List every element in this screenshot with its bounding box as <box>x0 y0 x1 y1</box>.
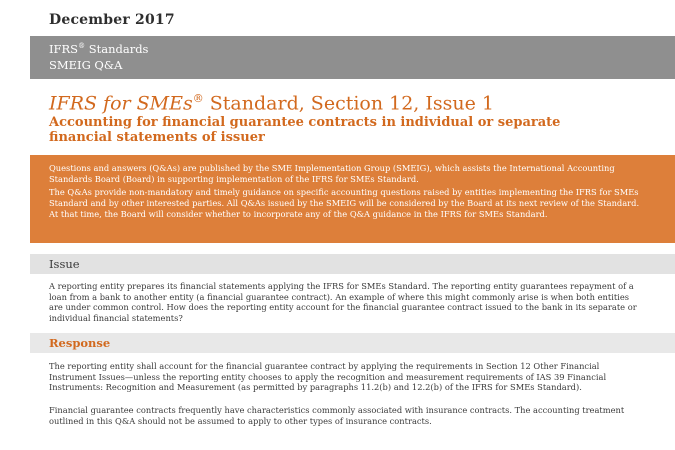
document-subtitle: Accounting for financial guarantee contracts in individual or separate financial statements of issuer <box>49 115 561 145</box>
response-paragraph-2: Financial guarantee contracts frequently have characteristics commonly associated with insurance contracts. The accounting treatment outlined in this Q&A should not be assumed to apply to other types of insurance contracts. <box>49 405 625 426</box>
standards-label: IFRS® Standards <box>49 42 149 56</box>
response-paragraph-1: The reporting entity shall account for the financial guarantee contract by applying the requirements in Section 12 Other Financial Instrument Issues—unless the reporting entity chooses to apply the recognition and measurement requirements of IAS 39 Financial Instruments: Recognition and Measurement (as permitted by paragraphs 11.2(b) and 12.2(b) of the IFRS for SMEs Standard). <box>49 361 607 392</box>
header-band <box>30 36 675 79</box>
intro-paragraph-1: Questions and answers (Q&As) are published by the SME Implementation Group (SMEIG), which assists the International Accounting Standards Board (Board) in supporting implementation of the IFRS for SMEs Standard. <box>49 163 615 184</box>
document-title: IFRS for SMEs® Standard, Section 12, Issue 1 <box>49 92 495 115</box>
issue-section-bar <box>30 254 675 274</box>
response-heading: Response <box>49 336 111 350</box>
document-date: December 2017 <box>49 12 175 28</box>
issue-heading: Issue <box>49 257 80 271</box>
response-section-bar <box>30 333 675 353</box>
intro-box <box>30 155 675 243</box>
issue-text: A reporting entity prepares its financial statements applying the IFRS for SMEs Standard. The reporting entity guarantees repayment of a loan from a bank to another entity (a financial guarantee contract). An example of where this might commonly arise is when both entities are under common control. How does the reporting entity account for the financial guarantee contract issued to the bank in its separate or individual financial statements? <box>49 281 637 323</box>
intro-paragraph-2: The Q&As provide non-mandatory and timely guidance on specific accounting questions raised by entities implementing the IFRS for SMEs Standard and by other interested parties. All Q&As issued by the SMEIG will be considered by the Board at its next review of the Standard. At that time, the Board will consider whether to incorporate any of the Q&A guidance in the IFRS for SMEs Standard. <box>49 187 640 219</box>
qa-label: SMEIG Q&A <box>49 58 123 72</box>
